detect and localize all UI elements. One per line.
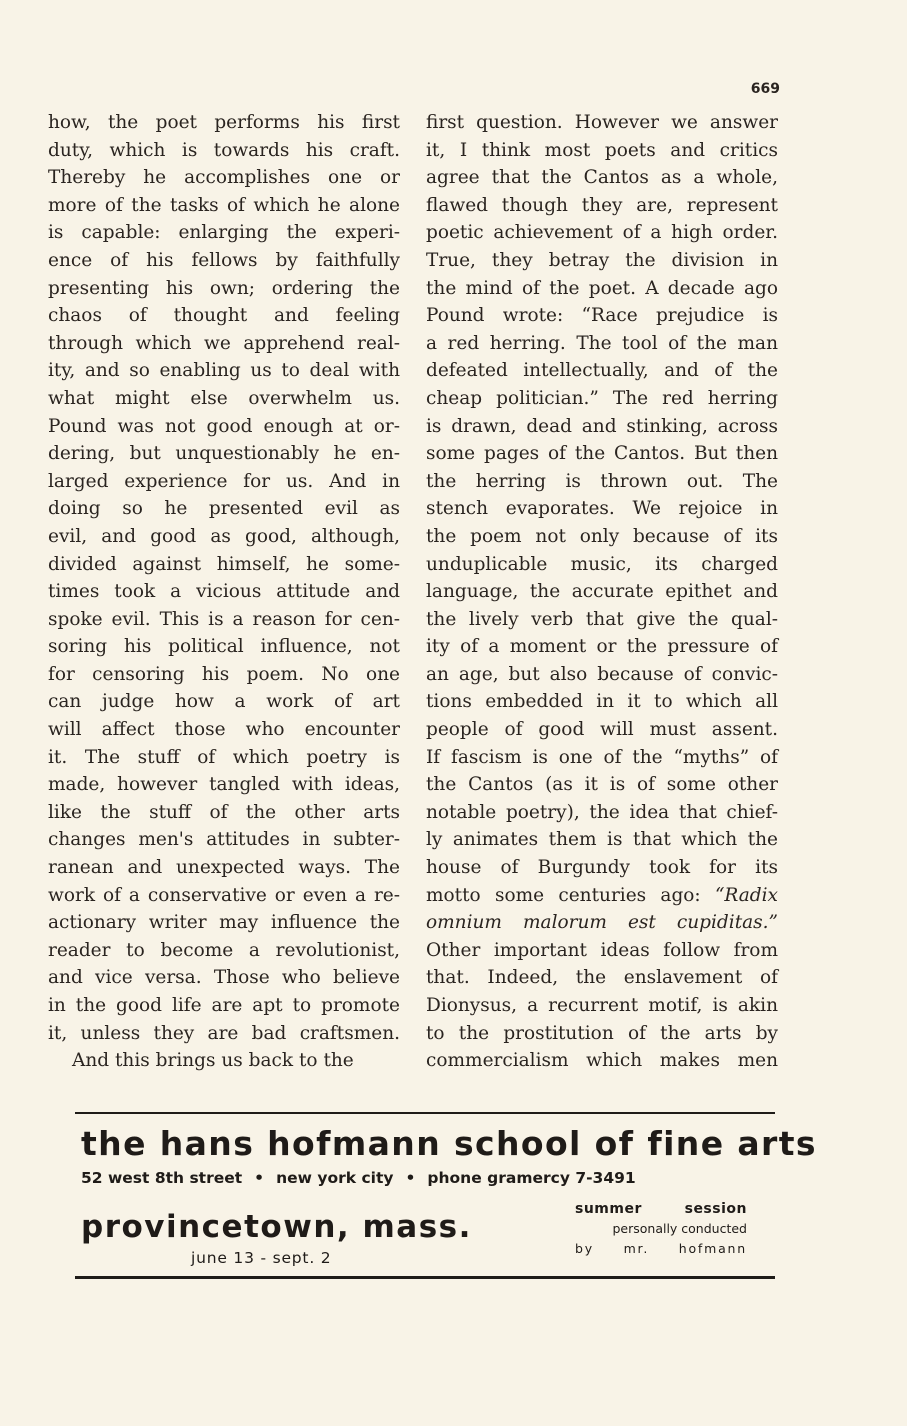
- ad-phone: phone gramercy 7-3491: [427, 1169, 636, 1187]
- text-line: chaos of thought and feeling: [48, 305, 400, 327]
- text-line: stench evaporates. We rejoice in: [426, 498, 778, 520]
- text-line: is capable: enlarging the experi-: [48, 222, 400, 244]
- text-line: it, unless they are bad craftsmen.: [48, 1022, 400, 1044]
- text-line: evil, and good as good, although,: [48, 525, 400, 547]
- text-line-with-motto: [426, 882, 778, 910]
- text-line: agree that the Cantos as a whole,: [426, 167, 778, 189]
- text-line: unduplicable music, its charged: [426, 553, 778, 575]
- text-column-right: [426, 109, 778, 1075]
- text-line: Pound was not good enough at or-: [48, 415, 400, 437]
- text-line: it. The stuff of which poetry is: [48, 746, 400, 768]
- text-line: duty, which is towards his craft.: [48, 139, 400, 161]
- text-line: for censoring his poem. No one: [48, 663, 400, 685]
- text-line: ly animates them is that which the: [426, 829, 778, 851]
- ad-session-detail: personally conducted: [612, 1221, 747, 1236]
- text-line: in the good life are apt to promote: [48, 995, 400, 1016]
- text-line: doing so he presented evil as: [48, 498, 400, 520]
- text-line: presenting his own; ordering the: [48, 277, 400, 299]
- text-line: ity, and so enabling us to deal with: [48, 360, 400, 382]
- text-line: through which we apprehend real-: [48, 332, 400, 354]
- ad-top-rule: [75, 1112, 775, 1114]
- text-line: dering, but unquestionably he en-: [48, 443, 400, 465]
- ad-session-info: [575, 1200, 747, 1259]
- motto-text: omnium malorum est cupiditas.”: [426, 912, 778, 934]
- ad-session-title: summer session: [575, 1201, 747, 1217]
- ad-session-instructor: by mr. hofmann: [575, 1241, 747, 1256]
- text-line: times took a vicious attitude and: [48, 581, 400, 603]
- text-line: Dionysus, a recurrent motif, is akin: [426, 995, 778, 1016]
- text-line: like the stuff of the other arts: [48, 801, 400, 823]
- text-line: reader to become a revolutionist,: [48, 939, 400, 961]
- text-line: and vice versa. Those who believe: [48, 967, 400, 989]
- ad-address: 52 west 8th street: [81, 1169, 243, 1187]
- text-line: commercialism which makes men: [426, 1050, 778, 1072]
- ad-bottom-rule: [75, 1276, 775, 1279]
- text-line: first question. However we answer: [426, 112, 778, 133]
- text-column-left: [48, 109, 400, 1075]
- text-line: made, however tangled with ideas,: [48, 774, 400, 796]
- text-fragment: motto some centuries ago:: [426, 884, 715, 906]
- ad-title: the hans hofmann school of fine arts: [81, 1124, 817, 1163]
- text-line: defeated intellectually, and of the: [426, 360, 778, 382]
- text-line: If fascism is one of the “myths” of: [426, 746, 778, 768]
- text-line: larged experience for us. And in: [48, 470, 400, 492]
- text-line: how, the poet performs his first: [48, 112, 400, 133]
- text-line: people of good will must assent.: [426, 719, 778, 741]
- text-line: flawed though they are, represent: [426, 194, 778, 216]
- text-line: tions embedded in it to which all: [426, 691, 778, 713]
- text-line: what might else overwhelm us.: [48, 387, 400, 409]
- motto-text: “Radix: [714, 884, 778, 906]
- text-line: Pound wrote: “Race prejudice is: [426, 305, 778, 327]
- text-line: ranean and unexpected ways. The: [48, 857, 400, 879]
- text-line: the poem not only because of its: [426, 525, 778, 547]
- advertisement: [75, 1112, 817, 1280]
- bullet-separator: •: [405, 1169, 416, 1187]
- text-line: the herring is thrown out. The: [426, 470, 778, 492]
- text-line: language, the accurate epithet and: [426, 581, 778, 603]
- text-line: can judge how a work of art: [48, 691, 400, 713]
- text-line: soring his political influence, not: [48, 636, 400, 658]
- text-line: is drawn, dead and stinking, across: [426, 415, 778, 437]
- text-line: the Cantos (as it is of some other: [426, 774, 778, 796]
- text-line: Thereby he accomplishes one or: [48, 167, 400, 189]
- text-line: an age, but also because of convic-: [426, 663, 778, 685]
- ad-city: new york city: [276, 1169, 394, 1187]
- text-line: ence of his fellows by faithfully: [48, 249, 400, 271]
- text-line: it, I think most poets and critics: [426, 139, 778, 161]
- text-line: Other important ideas follow from: [426, 939, 778, 961]
- text-line: actionary writer may influence the: [48, 912, 400, 934]
- text-line: the lively verb that give the qual-: [426, 608, 778, 630]
- text-line: cheap politician.” The red herring: [426, 387, 778, 409]
- text-line: more of the tasks of which he alone: [48, 194, 400, 216]
- text-line: poetic achievement of a high order.: [426, 222, 778, 244]
- text-line: notable poetry), the idea that chief-: [426, 801, 778, 823]
- text-line: some pages of the Cantos. But then: [426, 443, 778, 465]
- text-line: ity of a moment or the pressure of: [426, 636, 778, 658]
- bullet-separator: •: [254, 1169, 265, 1187]
- text-line: True, they betray the division in: [426, 249, 778, 271]
- text-line: house of Burgundy took for its: [426, 857, 778, 879]
- text-line: spoke evil. This is a reason for cen-: [48, 608, 400, 630]
- text-line: a red herring. The tool of the man: [426, 332, 778, 354]
- ad-contact-line: [81, 1168, 636, 1188]
- ad-dates: june 13 - sept. 2: [191, 1249, 332, 1267]
- text-line: will affect those who encounter: [48, 719, 400, 741]
- ad-location: provincetown, mass.: [81, 1209, 472, 1245]
- text-line: And this brings us back to the: [72, 1050, 354, 1072]
- page-number: 669: [750, 81, 780, 97]
- text-line: work of a conservative or even a re-: [48, 884, 400, 906]
- text-line: divided against himself, he some-: [48, 553, 400, 575]
- text-line: the mind of the poet. A decade ago: [426, 277, 778, 299]
- text-line: that. Indeed, the enslavement of: [426, 967, 778, 989]
- text-line: to the prostitution of the arts by: [426, 1022, 778, 1044]
- text-line: changes men's attitudes in subter-: [48, 829, 400, 851]
